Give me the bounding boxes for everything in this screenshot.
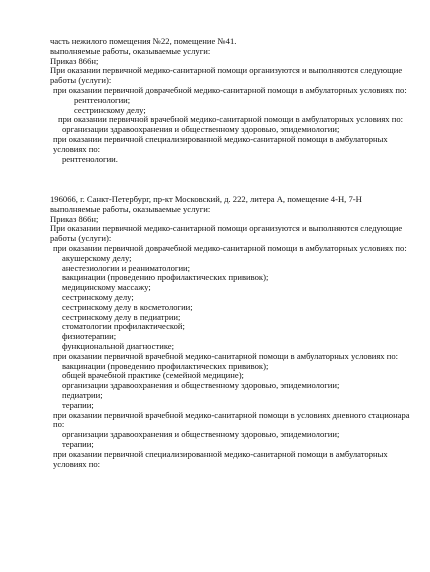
care-type-heading: при оказании первичной доврачебной медико-санитарной помощи в амбулаторных условиях по:: [53, 242, 407, 253]
care-type-heading: при оказании первичной врачебной медико-санитарной помощи в амбулаторных условиях по:: [58, 114, 404, 125]
service-item: медицинскому массажу;: [62, 282, 151, 293]
licence-section-1: [50, 37, 422, 164]
service-item: акушерскому делу;: [62, 252, 132, 263]
premises-line: часть нежилого помещения №22, помещение №41.: [50, 36, 237, 46]
service-item: стоматологии профилактической;: [62, 321, 185, 332]
service-item: физиотерапии;: [62, 331, 117, 342]
service-item: организации здравоохранения и общественному здоровью, эпидемиологии;: [62, 380, 340, 391]
works-heading: выполняемые работы, оказываемые услуги:: [50, 45, 211, 56]
service-item: педиатрии;: [62, 389, 103, 400]
service-item: организации здравоохранения и общественному здоровью, эпидемиологии;: [62, 124, 340, 135]
service-item: организации здравоохранения и общественному здоровью, эпидемиологии;: [62, 429, 340, 440]
care-type-heading: при оказании первичной врачебной медико-санитарной помощи в амбулаторных условиях по:: [53, 350, 399, 361]
works-intro-paragraph: При оказании первичной медико-санитарной помощи организуются и выполняются следующие работы (услуги):: [50, 223, 403, 244]
care-type-heading: при оказании первичной специализированной медико-санитарной помощи в амбулаторных условиях по:: [53, 133, 388, 154]
order-reference: Приказ 866н;: [50, 213, 99, 224]
service-item: сестринскому делу в педиатрии;: [62, 311, 181, 322]
service-item: рентгенологии.: [62, 153, 118, 164]
service-item: терапии;: [62, 438, 94, 449]
service-item: сестринскому делу;: [62, 291, 134, 302]
care-type-heading: при оказании первичной врачебной медико-санитарной помощи в условиях дневного стационара по:: [53, 409, 410, 430]
licence-section-2: [50, 195, 422, 469]
works-intro-paragraph: При оказании первичной медико-санитарной помощи организуются и выполняются следующие работы (услуги):: [50, 65, 403, 86]
care-type-heading: при оказании первичной доврачебной медико-санитарной помощи в амбулаторных условиях по:: [53, 84, 407, 95]
service-item: сестринскому делу в косметологии;: [62, 301, 193, 312]
service-item: анестезиологии и реаниматологии;: [62, 262, 191, 273]
address-line: 196066, г. Санкт-Петербург, пр-кт Московский, д. 222, литера А, помещение 4-Н, 7-Н: [50, 194, 362, 204]
service-item: сестринскому делу;: [74, 104, 146, 115]
order-reference: Приказ 866н;: [50, 55, 99, 66]
works-heading: выполняемые работы, оказываемые услуги:: [50, 203, 211, 214]
care-type-heading: при оказании первичной специализированной медико-санитарной помощи в амбулаторных условиях по:: [53, 448, 388, 469]
service-item: вакцинации (проведению профилактических прививок);: [62, 360, 269, 371]
service-item: рентгенологии;: [74, 94, 131, 105]
service-item: терапии;: [62, 399, 94, 410]
service-item: вакцинации (проведению профилактических прививок);: [62, 272, 269, 283]
service-item: общей врачебной практике (семейной медицине);: [62, 370, 244, 381]
service-item: функциональной диагностике;: [62, 340, 175, 351]
